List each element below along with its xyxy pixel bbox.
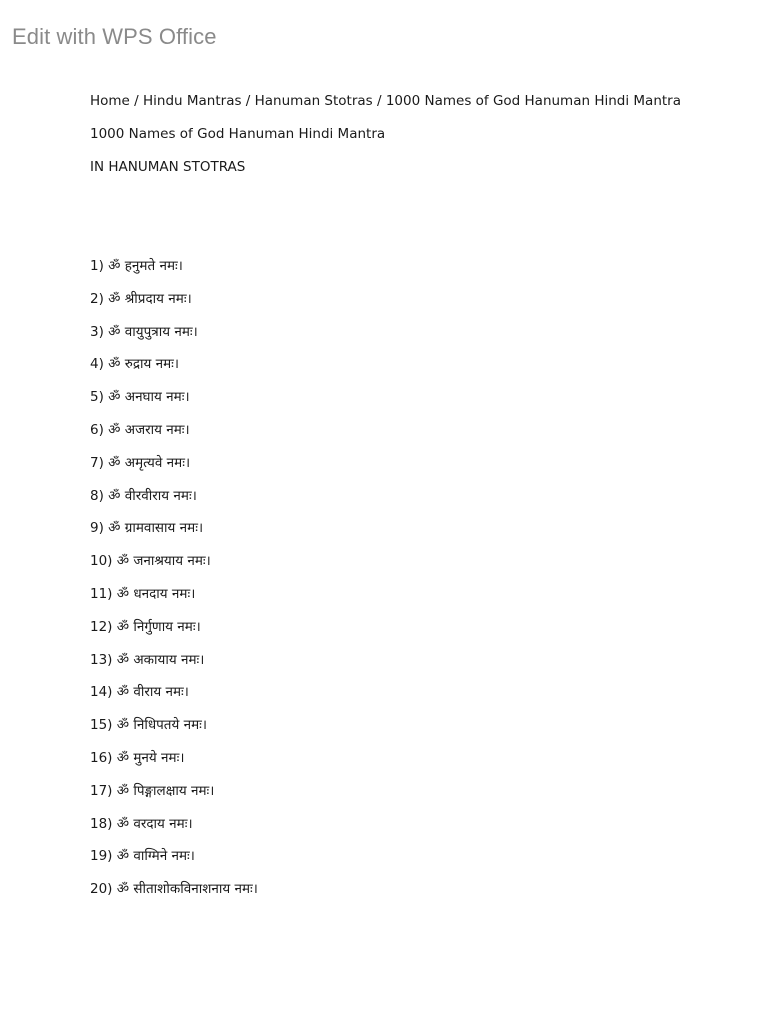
mantra-item: 4) ॐ रुद्राय नमः। — [90, 356, 180, 373]
mantra-item: 12) ॐ निर्गुणाय नमः। — [90, 618, 201, 635]
category-label: IN HANUMAN STOTRAS — [90, 159, 246, 175]
mantra-item: 16) ॐ मुनये नमः। — [90, 749, 185, 766]
mantra-item: 13) ॐ अकायाय नमः। — [90, 651, 205, 668]
mantra-item: 20) ॐ सीताशोकविनाशनाय नमः। — [90, 881, 258, 898]
wps-watermark: Edit with WPS Office — [12, 24, 217, 49]
mantra-item: 19) ॐ वाग्मिने नमः। — [90, 848, 195, 865]
mantra-item: 6) ॐ अजराय नमः। — [90, 421, 190, 438]
mantra-item: 14) ॐ वीराय नमः। — [90, 684, 189, 701]
mantra-item: 10) ॐ जनाश्रयाय नमः। — [90, 553, 211, 570]
mantra-item: 11) ॐ धनदाय नमः। — [90, 585, 196, 602]
mantra-item: 18) ॐ वरदाय नमः। — [90, 815, 193, 832]
breadcrumb: Home / Hindu Mantras / Hanuman Stotras / 1000 Names of God Hanuman Hindi Mantra — [90, 93, 681, 109]
mantra-item: 9) ॐ ग्रामवासाय नमः। — [90, 520, 204, 537]
mantra-item: 17) ॐ पिङ्गालक्षाय नमः। — [90, 782, 215, 799]
mantra-item: 8) ॐ वीरवीराय नमः। — [90, 487, 197, 504]
mantra-item: 15) ॐ निधिपतये नमः। — [90, 717, 208, 734]
mantra-item: 2) ॐ श्रीप्रदाय नमः। — [90, 290, 192, 307]
mantra-item: 5) ॐ अनघाय नमः। — [90, 389, 190, 406]
mantra-item: 7) ॐ अमृत्यवे नमः। — [90, 454, 191, 471]
mantra-item: 3) ॐ वायुपुत्राय नमः। — [90, 323, 198, 340]
mantra-item: 1) ॐ हनुमते नमः। — [90, 258, 183, 274]
page-title: 1000 Names of God Hanuman Hindi Mantra — [90, 126, 386, 142]
mantra-list — [90, 257, 258, 913]
